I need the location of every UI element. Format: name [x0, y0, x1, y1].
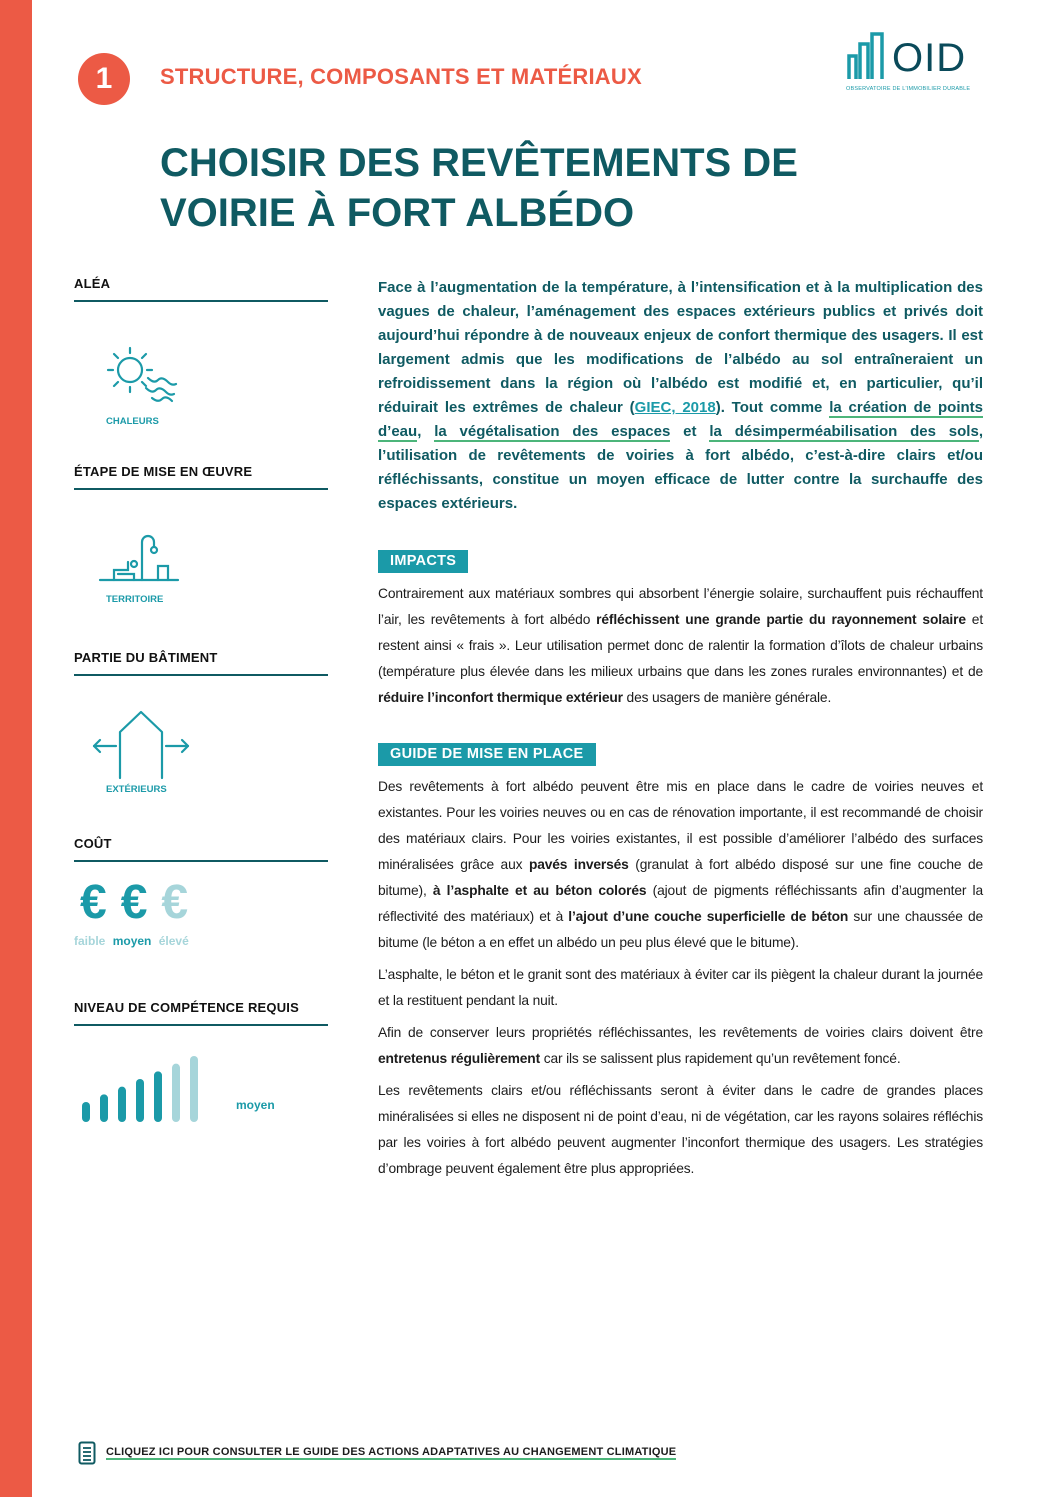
territory-lamp-bench-icon	[96, 524, 186, 586]
cout-heading: COÛT	[74, 836, 112, 851]
sidebar-section-etape	[74, 464, 328, 605]
guide-text: (ajout de pigments réfléchissants afin d’augmenter la réflectivité des matériaux) et à	[378, 883, 983, 924]
skill-bar	[136, 1079, 144, 1122]
document-icon	[78, 1441, 96, 1465]
intro-paragraph	[378, 276, 983, 516]
impacts-bold: réfléchissent une grande partie du rayonnement solaire	[596, 612, 966, 627]
guide-text: Des revêtements à fort albédo peuvent être mis en place dans le cadre de voiries neuves et existantes. Pour les voiries neuves ou en cas de rénovation importante, il est recommandé de choisir des matériaux clairs. Pour les voiries existantes, il est possible d’améliorer l’albédo des surfaces minéralisées grâce aux	[378, 779, 983, 872]
footer-link[interactable]	[78, 1441, 676, 1465]
skill-bar	[154, 1071, 162, 1122]
divider	[74, 1024, 328, 1026]
impacts-paragraph	[378, 581, 983, 711]
footer-link-text[interactable]: CLIQUEZ ICI POUR CONSULTER LE GUIDE DES ACTIONS ADAPTATIVES AU CHANGEMENT CLIMATIQUE	[106, 1446, 677, 1458]
impacts-text: et restent ainsi « frais ». Leur utilisation permet donc de ralentir la formation d’îlots de chaleur urbains (température plus élevée dans les milieux urbains que dans les zones rurales environnantes) et de	[378, 612, 984, 679]
divider	[74, 488, 328, 490]
guide-paragraph-1	[378, 774, 983, 956]
guide-text: sur une chaussée de bitume (le béton a en effet un albédo un peu plus élevé que le bitume).	[378, 909, 983, 950]
link-points-eau[interactable]: la création de points d’eau	[378, 399, 983, 440]
skill-bar	[100, 1094, 108, 1122]
building-exterior-arrows-icon	[86, 702, 196, 780]
divider	[74, 674, 328, 676]
competence-level-label: moyen	[236, 1098, 275, 1112]
etape-caption: TERRITOIRE	[106, 594, 164, 605]
alea-heading: ALÉA	[74, 276, 111, 291]
sidebar-section-partie	[74, 650, 328, 795]
guide-text: (granulat à fort albédo disposé sur une fine couche de bitume),	[378, 857, 983, 898]
skill-level-bars	[78, 1054, 228, 1124]
link-desimpermeabilisation[interactable]: la désimperméabilisation des sols	[709, 423, 979, 440]
skill-bar	[118, 1087, 126, 1122]
guide-bold: à l’asphalte et au béton colorés	[432, 883, 647, 898]
impacts-tag: IMPACTS	[378, 550, 468, 573]
intro-text: Face à l’augmentation de la température, à l’intensification et à la multiplication des vagues de chaleur, l’aménagement des espaces extérieurs publics et privés doit aujourd’hui répondre à de nouveaux enjeux de confort thermique des usagers. Il est largement admis que les modifications de l’albédo au sol entraîneraient un refroidissement dans la région où l’albédo est modifié et, en particulier, qu’il réduirait les extrêmes de chaleur (	[378, 279, 983, 416]
cost-label-mid: moyen	[112, 934, 152, 948]
sidebar-section-alea	[74, 276, 328, 427]
title-line-2: VOIRIE À FORT ALBÉDO	[160, 191, 635, 235]
guide-text: Afin de conserver leurs propriétés réfléchissantes, les revêtements de voiries clairs doivent être	[378, 1025, 983, 1040]
guide-paragraph-2: L’asphalte, le béton et le granit sont des matériaux à éviter car ils piègent la chaleur durant la journée et la restituent pendant la nuit.	[378, 967, 983, 1008]
intro-text: ). Tout comme	[715, 399, 830, 416]
guide-tag: GUIDE DE MISE EN PLACE	[378, 743, 596, 766]
main-content	[378, 276, 983, 1182]
competence-heading: NIVEAU DE COMPÉTENCE REQUIS	[74, 1000, 299, 1015]
cost-label-low: faible	[74, 934, 106, 948]
accent-bar	[0, 0, 32, 1497]
sidebar-section-cout	[74, 836, 328, 948]
partie-caption: EXTÉRIEURS	[106, 784, 167, 795]
skill-bar	[190, 1056, 198, 1122]
title-line-1: CHOISIR DES REVÊTEMENTS DE	[160, 141, 798, 185]
guide-section	[378, 743, 983, 1182]
oid-logo	[846, 30, 986, 100]
guide-bold: entretenus régulièrement	[378, 1051, 541, 1066]
skill-bar	[172, 1064, 180, 1122]
logo-mark-icon	[846, 30, 894, 80]
giec-citation-link[interactable]: GIEC, 2018	[634, 399, 716, 416]
etape-heading: ÉTAPE DE MISE EN ŒUVRE	[74, 464, 253, 479]
cost-label-high: élevé	[158, 934, 189, 948]
intro-text: et	[670, 423, 710, 440]
skill-bar	[82, 1102, 90, 1122]
guide-paragraph-4: Les revêtements clairs et/ou réfléchissants seront à éviter dans le cadre de grandes places minéralisées si elles ne disposent ni de point d’eau, ni de végétation, car les rayons solaires réfléchis par les voiries à fort albédo peuvent augmenter l’inconfort thermique des usagers. Les stratégies d’ombrage peuvent également être plus appropriées.	[378, 1083, 983, 1176]
cost-scale-labels	[74, 934, 328, 948]
partie-heading: PARTIE DU BÂTIMENT	[74, 650, 218, 665]
guide-bold: l’ajout d’une couche superficielle de béton	[568, 909, 849, 924]
impacts-text: Contrairement aux matériaux sombres qui absorbent l’énergie solaire, surchauffent puis réchauffent l’air, les revêtements à fort albédo	[378, 586, 983, 627]
cost-symbol-3: €	[161, 876, 189, 929]
sun-heat-wave-icon	[96, 338, 186, 408]
guide-text: car ils se salissent plus rapidement qu’un revêtement foncé.	[540, 1051, 901, 1066]
cost-symbol-2: €	[120, 876, 148, 929]
impacts-text: des usagers de manière générale.	[622, 690, 832, 705]
cost-symbols	[80, 878, 328, 928]
chapter-title: STRUCTURE, COMPOSANTS ET MATÉRIAUX	[160, 64, 642, 89]
divider	[74, 300, 328, 302]
sidebar-section-competence	[74, 1000, 328, 1124]
impacts-section	[378, 550, 983, 711]
alea-caption: CHALEURS	[106, 416, 159, 427]
page-title	[160, 138, 960, 238]
logo-tagline: OBSERVATOIRE DE L'IMMOBILIER DURABLE	[846, 86, 971, 92]
guide-paragraph-3	[378, 1020, 983, 1072]
chapter-number-badge: 1	[78, 53, 130, 105]
intro-text: , l’utilisation de revêtements de voiries à fort albédo, c’est-à-dire clairs et/ou réfléchissants, constitue un moyen efficace de lutter contre la surchauffe des espaces extérieurs.	[378, 423, 983, 512]
logo-text: OID	[892, 36, 967, 80]
impacts-bold: réduire l’inconfort thermique extérieur	[378, 690, 623, 705]
link-vegetalisation[interactable]: la végétalisation des espaces	[434, 423, 671, 440]
intro-text: ,	[417, 423, 435, 440]
cost-symbol-1: €	[80, 876, 107, 929]
guide-bold: pavés inversés	[528, 857, 629, 872]
divider	[74, 860, 328, 862]
